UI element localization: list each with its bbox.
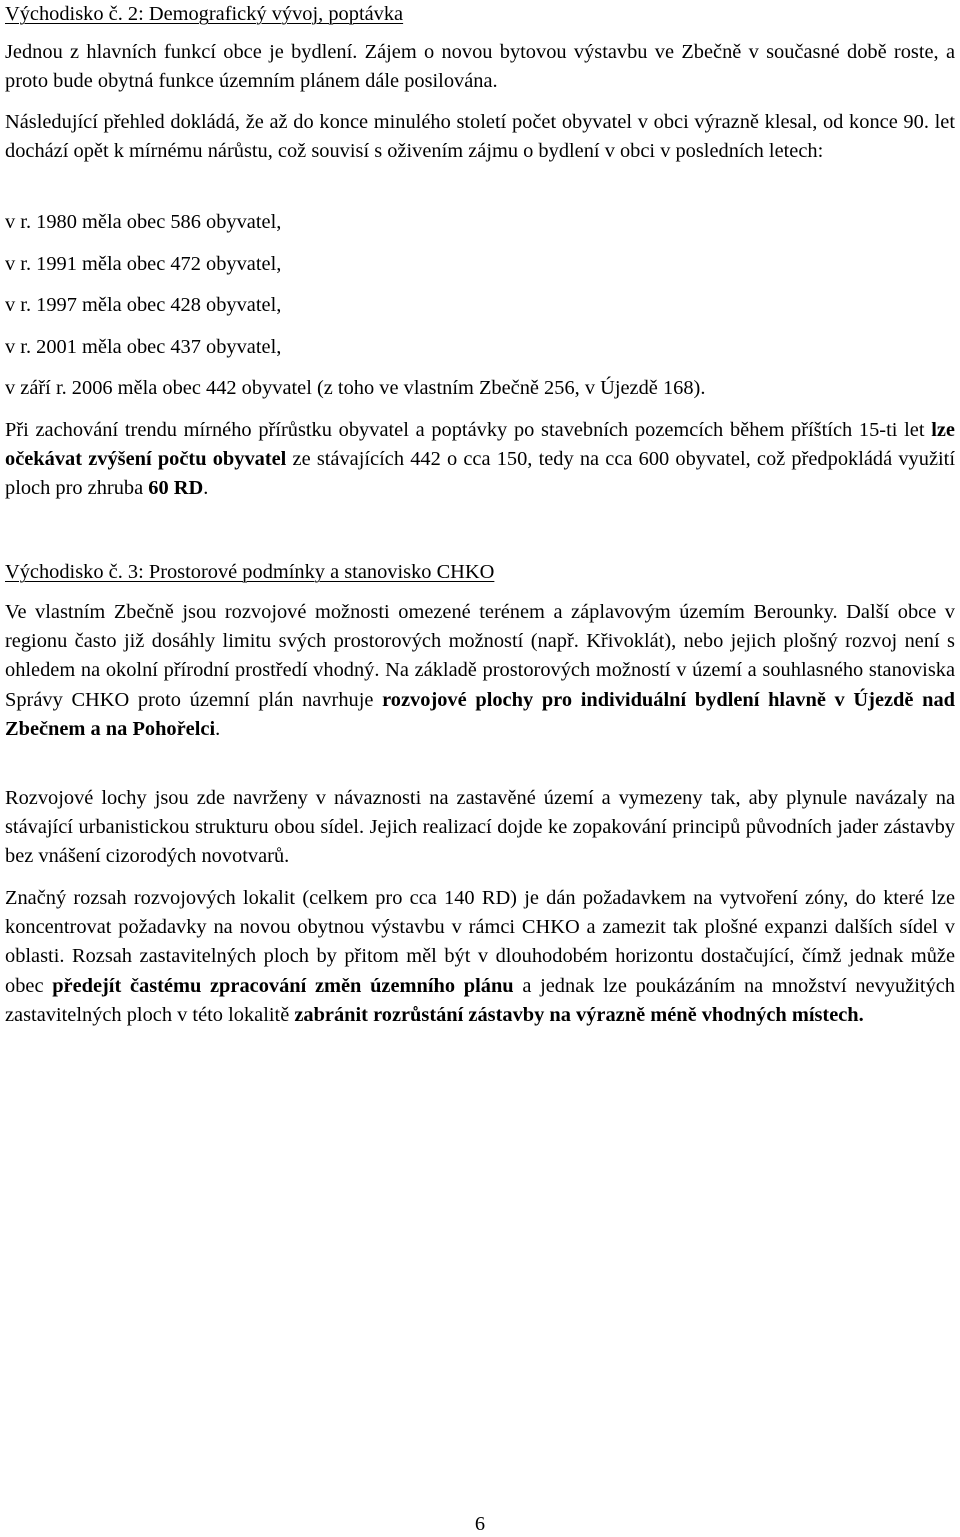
section-2-paragraph-3 — [5, 416, 955, 504]
section-3-heading: Východisko č. 3: Prostorové podmínky a stanovisko CHKO — [5, 561, 495, 583]
emphasis-development-areas: rozvojové plochy pro individuální bydlení hlavně v Újezdě nad Zbečnem a na Pohořelci — [5, 688, 955, 740]
section-2-heading: Východisko č. 2: Demografický vývoj, poptávka — [5, 3, 404, 25]
emphasis-avoid-changes: předejít častému zpracování změn územního plánu — [52, 974, 514, 997]
section-3-paragraph-3 — [5, 884, 955, 1030]
emphasis-prevent-sprawl: zabránit rozrůstání zástavby na výrazně méně vhodných místech. — [294, 1003, 864, 1026]
text-run: Při zachování trendu mírného přírůstku obyvatel a poptávky po stavebních pozemcích během příštích 15-ti let — [5, 419, 932, 441]
section-2-paragraph-2: Následující přehled dokládá, že až do konce minulého století počet obyvatel v obci výrazně klesal, od konce 90. let dochází opět k mírnému nárůstu, což souvisí s oživením zájmu o bydlení v obci v posledních letech: — [5, 111, 955, 163]
section-3-paragraph-1 — [5, 598, 955, 744]
text-run: . — [203, 477, 209, 500]
population-list-item: v r. 2001 měla obec 437 obyvatel, — [5, 336, 282, 358]
population-list-item: v září r. 2006 měla obec 442 obyvatel (z toho ve vlastním Zbečně 256, v Újezdě 168). — [5, 377, 706, 399]
population-list-item: v r. 1991 měla obec 472 obyvatel, — [5, 253, 282, 275]
population-list-item: v r. 1980 měla obec 586 obyvatel, — [5, 211, 282, 233]
emphasis-rd-count: 60 RD — [148, 477, 204, 500]
text-run: Značný rozsah rozvojových lokalit (celkem pro cca 140 RD) je dán požadavkem na vytvoření zóny, do které lze koncentrovat požadavky na novou obytnou výstavbu v rámci CHKO a zamezit tak plošné expanzi dalších sídel v oblasti. Rozsah zastavitelných ploch by přitom měl být v dlouhodobém horizontu dostačující, čímž jednak může obec — [5, 887, 955, 997]
text-run: Ve vlastním Zbečně jsou rozvojové možnosti omezené terénem a záplavovým územím Berounky. Další obce v regionu často již dosáhly limitu svých prostorových možností (např. Křivoklát), nebo jejich plošný rozvoj není s ohledem na okolní přírodní prostředí vhodný. Na základě prostorových možností v území a souhlasného stanoviska Správy CHKO proto územní plán navrhuje — [5, 601, 955, 711]
section-3-paragraph-2: Rozvojové lochy jsou zde navrženy v návaznosti na zastavěné území a vymezeny tak, aby plynule navázaly na stávající urbanistickou strukturu obou sídel. Jejich realizací dojde ke zopakování principů původních jader zástavby bez vnášení cizorodých novotvarů. — [5, 787, 955, 868]
text-run: a jednak lze poukázáním na množství nevyužitých zastavitelných ploch v této lokalitě — [5, 974, 956, 1026]
emphasis-population-increase: lze očekávat zvýšení počtu obyvatel — [5, 419, 955, 471]
section-2-paragraph-1: Jednou z hlavních funkcí obce je bydlení. Zájem o novou bytovou výstavbu ve Zbečně v současné době roste, a proto bude obytná funkce územním plánem dále posilována. — [5, 41, 955, 93]
population-list-item: v r. 1997 měla obec 428 obyvatel, — [5, 294, 282, 316]
text-run: ze stávajících 442 o cca 150, tedy na cca 600 obyvatel, což předpokládá využití ploch pro zhruba — [5, 448, 955, 500]
text-run: . — [215, 717, 221, 740]
page-number: 6 — [474, 1513, 486, 1535]
